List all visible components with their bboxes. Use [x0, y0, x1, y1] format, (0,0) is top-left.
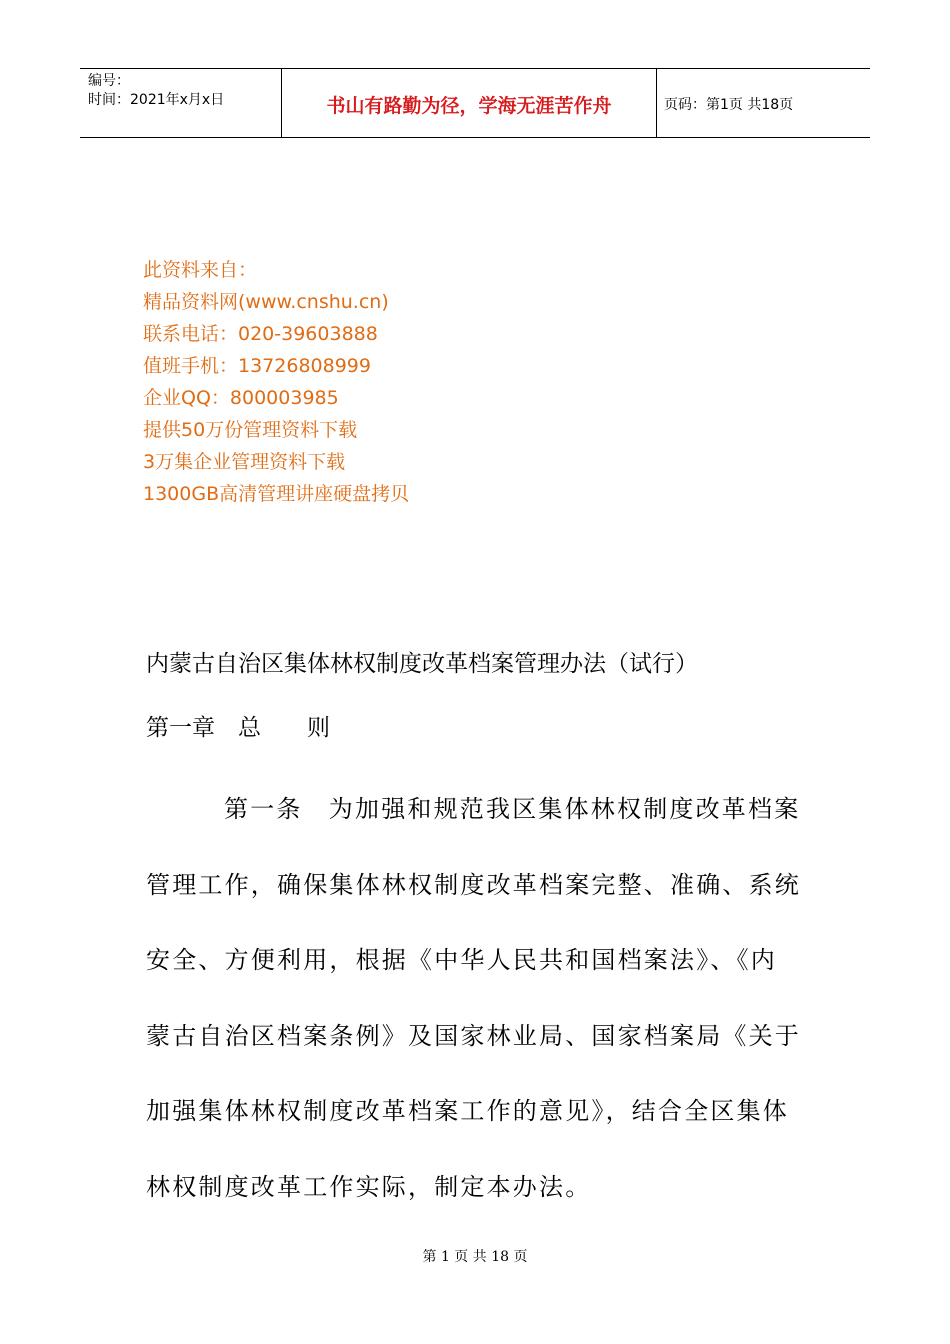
source-block [143, 254, 409, 510]
source-line: 1300GB高清管理讲座硬盘拷贝 [143, 483, 410, 505]
paragraph-line: 管理工作，确保集体林权制度改革档案完整、准确、系统 [146, 870, 801, 899]
motto: 书山有路勤为径，学海无涯苦作舟 [326, 95, 612, 117]
paragraph-line: 第一条 为加强和规范我区集体林权制度改革档案 [224, 795, 801, 823]
header-divider [656, 69, 657, 137]
page-footer: 第 1 页 共 18 页 [422, 1249, 528, 1265]
date-label: 时间：2021年x月x日 [88, 92, 225, 108]
header-page-info: 页码：第1页 共18页 [664, 97, 794, 113]
source-line: 联系电话：020-39603888 [143, 323, 378, 345]
paragraph-line: 林权制度改革工作实际，制定本办法。 [146, 1172, 592, 1201]
source-line: 提供50万份管理资料下载 [143, 419, 358, 441]
source-line: 精品资料网(www.cnshu.cn) [143, 291, 389, 313]
header-meta [88, 72, 224, 110]
chapter-heading: 第一章 总 则 [146, 715, 330, 741]
article-paragraph [146, 772, 806, 1225]
paragraph-line: 加强集体林权制度改革档案工作的意见》，结合全区集体 [146, 1097, 789, 1125]
number-label: 编号： [88, 73, 130, 89]
paragraph-line: 蒙古自治区档案条例》及国家林业局、国家档案局《关于 [146, 1021, 801, 1050]
source-line: 值班手机：13726808999 [143, 355, 371, 377]
source-line: 此资料来自： [143, 259, 258, 281]
source-line: 企业QQ：800003985 [143, 387, 339, 409]
paragraph-line: 安全、方便利用，根据《中华人民共和国档案法》、《内 [146, 946, 777, 974]
header-table [80, 68, 870, 138]
source-line: 3万集企业管理资料下载 [143, 451, 346, 473]
document-title: 内蒙古自治区集体林权制度改革档案管理办法（试行） [146, 651, 698, 677]
